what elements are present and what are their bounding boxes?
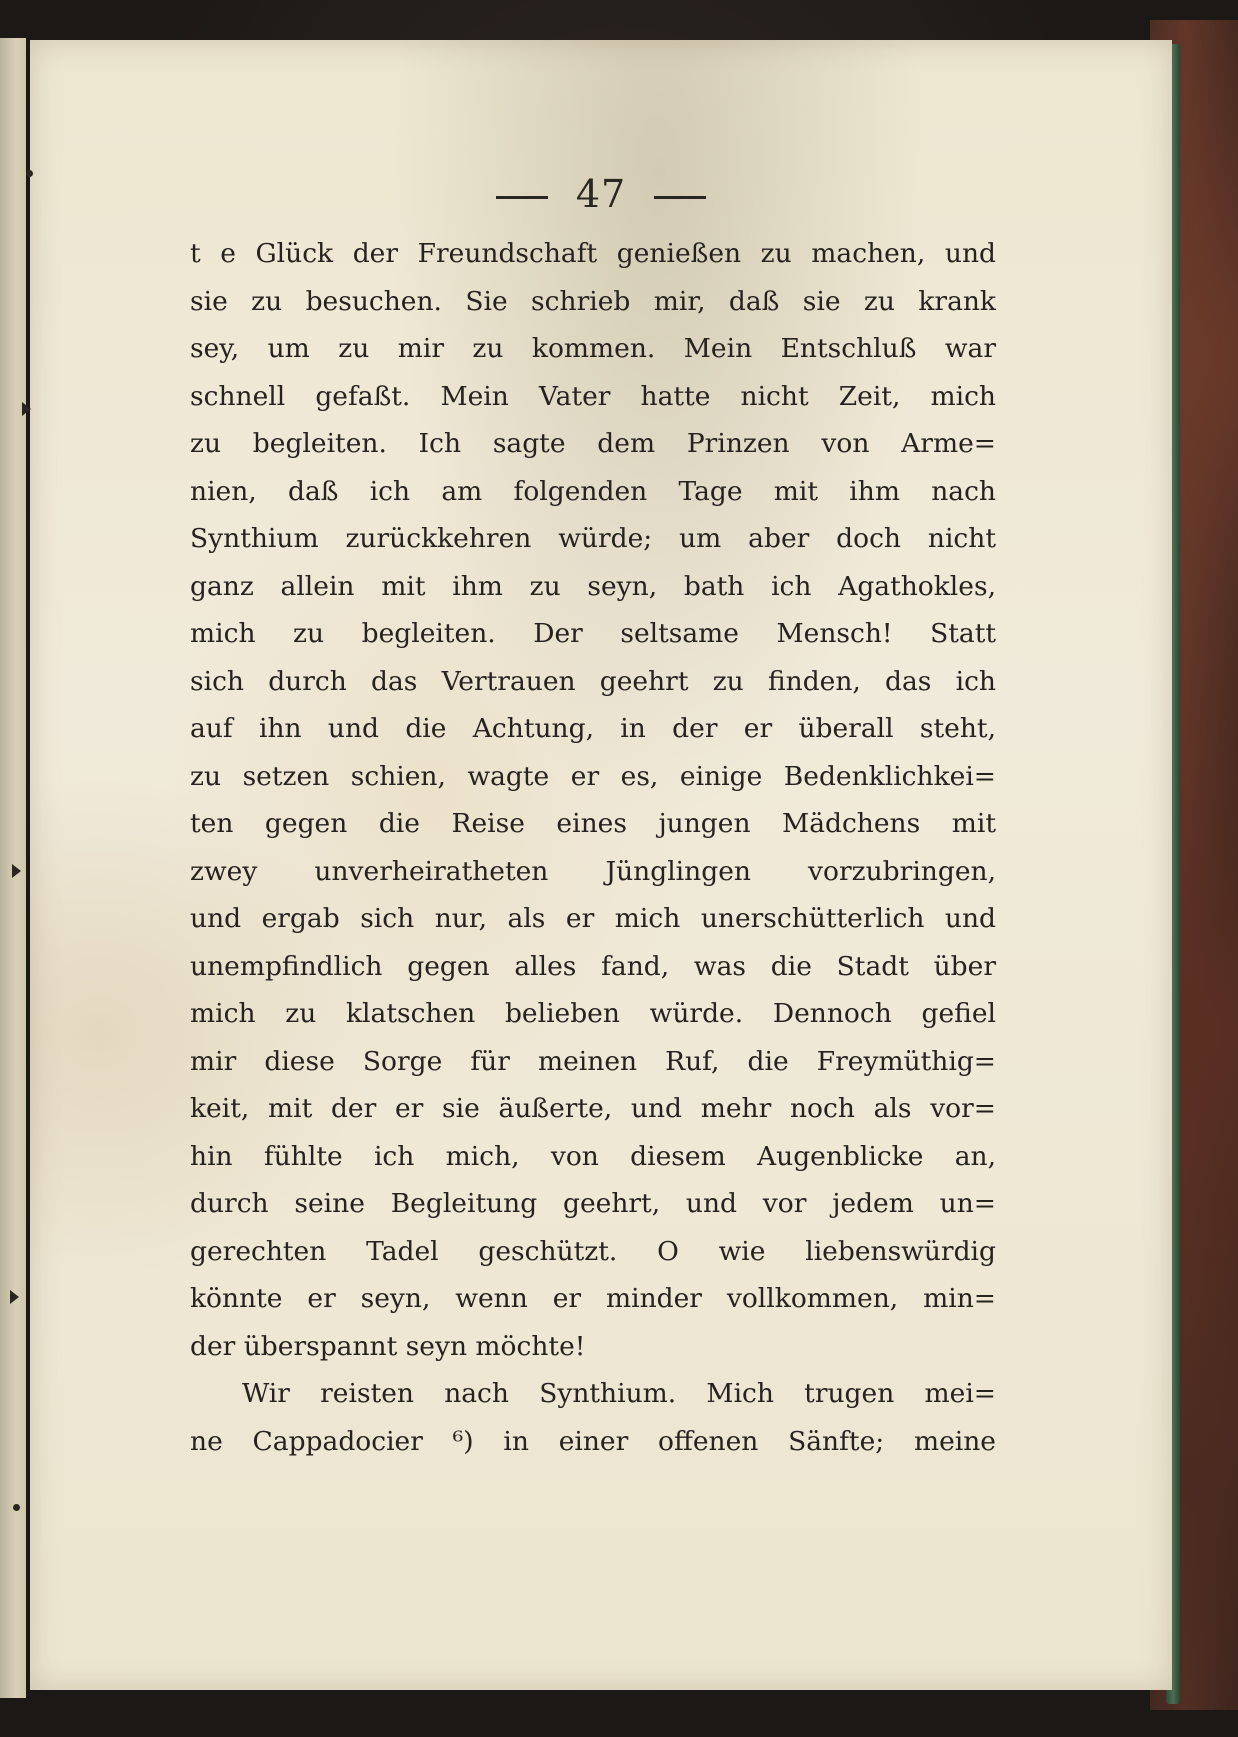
page-body [190,230,996,1465]
text-line: keit, mit der er sie äußerte, und mehr noch als vor= [190,1093,996,1124]
text-line: zu begleiten. Ich sagte dem Prinzen von Arme= [190,428,996,459]
text-line: und ergab sich nur, als er mich unerschütterlich und [190,903,996,934]
binding-mark [22,402,31,416]
text-line: unempfindlich gegen alles fand, was die Stadt über [190,950,996,982]
binding-mark [12,864,21,878]
text-line: ganz allein mit ihm zu seyn, bath ich Agathokles, [190,570,996,602]
binding-mark [10,1290,19,1304]
paragraph-start-line: Wir reisten nach Synthium. Mich trugen mei= [242,1378,996,1409]
text-line: ne Cappadocier ⁶) in einer offenen Sänfte; meine [190,1425,996,1457]
text-line: zu setzen schien, wagte er es, einige Bedenklichkei= [190,760,996,792]
book-page [30,40,1172,1690]
binding-mark [13,1504,20,1511]
text-line: sey, um zu mir zu kommen. Mein Entschluß war [190,333,996,364]
text-line: könnte er seyn, wenn er minder vollkommen, min= [190,1283,996,1314]
binding-mark [26,170,33,177]
text-line: der überspannt seyn möchte! [190,1330,586,1362]
text-line: auf ihn und die Achtung, in der er überall steht, [190,713,996,744]
text-line: sie zu besuchen. Sie schrieb mir, daß sie zu krank [190,285,996,317]
text-line: sich durch das Vertrauen geehrt zu finden, das ich [190,665,996,697]
page-header [30,172,1172,216]
header-dash-right [654,196,706,199]
text-line: mir diese Sorge für meinen Ruf, die Freymüthig= [190,1045,996,1077]
text-line: mich zu klatschen belieben würde. Dennoch gefiel [190,998,996,1029]
text-line: t e Glück der Freundschaft genießen zu machen, und [190,238,996,269]
text-line: nien, daß ich am folgenden Tage mit ihm nach [190,475,996,507]
header-dash-left [496,196,548,199]
text-line: Synthium zurückkehren würde; um aber doch nicht [190,523,996,554]
text-line: gerechten Tadel geschützt. O wie liebenswürdig [190,1235,996,1267]
text-line: hin fühlte ich mich, von diesem Augenblicke an, [190,1140,996,1172]
text-line: durch seine Begleitung geehrt, und vor jedem un= [190,1188,996,1219]
text-line: mich zu begleiten. Der seltsame Mensch! Statt [190,618,996,649]
text-line: zwey unverheiratheten Jünglingen vorzubringen, [190,855,996,887]
text-line: ten gegen die Reise eines jungen Mädchens mit [190,808,996,839]
page-number: 47 [575,172,627,216]
text-line: schnell gefaßt. Mein Vater hatte nicht Zeit, mich [190,380,996,412]
